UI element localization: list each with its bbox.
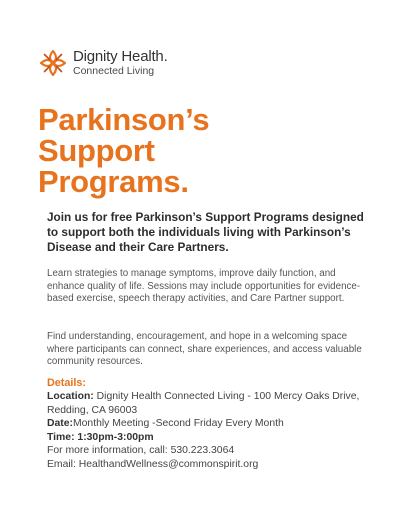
logo [38,48,168,78]
intro-text: Join us for free Parkinson’s Support Programs designed to support both the individuals living with Parkinson’s Disease and their Care Partners. [47,210,364,254]
date-value: Monthly Meeting -Second Friday Every Month [72,418,284,429]
details-heading: Details: [47,377,87,389]
title-line-1: Parkinson’s [38,102,210,137]
date-row [47,417,365,431]
logo-name: Dignity Health. [73,48,168,65]
dignity-health-star-logo [38,48,68,78]
time-row: Time: 1:30pm-3:00pm [47,431,154,443]
phone-info: For more information, call: 530.223.3064 [47,445,235,456]
date-label: Date: [47,418,73,429]
location-row [47,390,365,417]
logo-subtitle: Connected Living [73,65,155,77]
description-paragraph: Learn strategies to manage symptoms, improve daily function, and enhance quality of life. Sessions may include opportunities for evidence-based exercise, speech therapy activities, and Care Partner support. [47,268,361,304]
title-line-2: Support [38,133,155,168]
page-title [38,104,209,197]
email-info: Email: HealthandWellness@commonspirit.org [47,458,259,470]
location-label: Location: [47,391,94,402]
details-section [47,376,365,471]
title-line-3: Programs. [38,164,189,199]
community-paragraph: Find understanding, encouragement, and hope in a welcoming space where participants can connect, share experiences, and access valuable community resources. [47,331,362,367]
location-value: Dignity Health Connected Living - 100 Mercy Oaks Drive, Redding, CA 96003 [47,391,360,416]
